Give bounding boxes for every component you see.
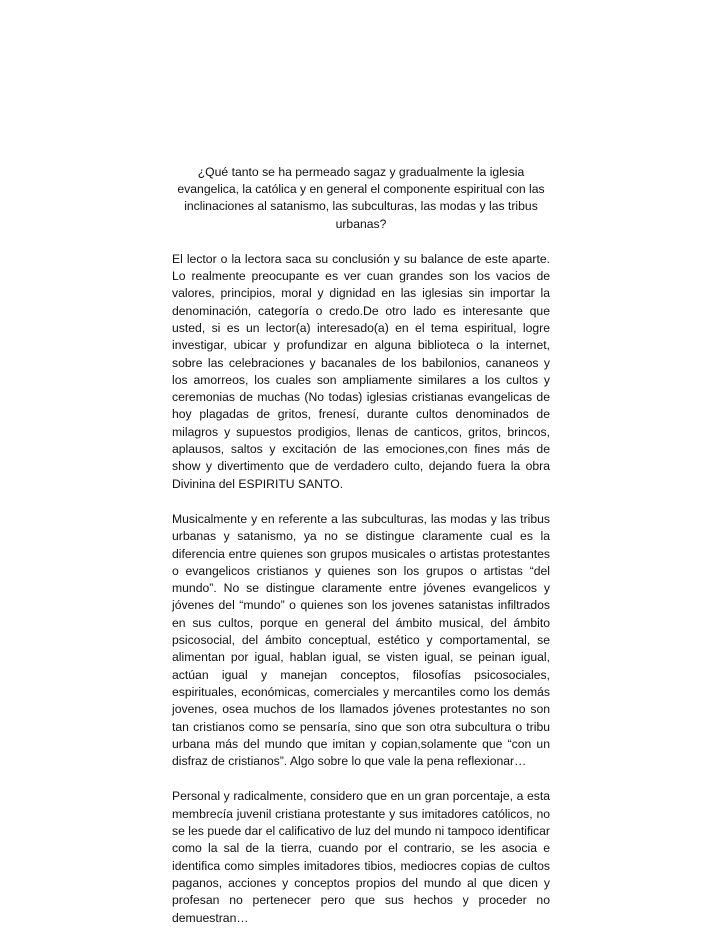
paragraph-2: Musicalmente y en referente a las subculturas, las modas y las tribus urbanas y satanismo, ya no se distingue claramente cual es la diferencia entre quienes son grupos musicales o artistas protestantes o evangelicos cristianos y quienes son los grupos o artistas “del mundo”. No se distingue claramente entre jóvenes evangelicos y jóvenes del “mundo” o quienes son los jovenes satanistas infiltrados en sus cultos, porque en general del ámbito musical, del ámbito psicosocial, del ámbito conceptual, estético y comportamental, se alimentan por igual, hablan igual, se visten igual, se peinan igual, actúan igual y manejan conceptos, filosofías psicosociales, espirituales, económicas, comerciales y mercantiles como los demás jovenes, osea muchos de los llamados jóvenes protestantes no son tan cristianos como se pensaría, sino que son otra subcultura o tribu urbana más del mundo que imitan y copian,solamente que “con un disfraz de cristianos”. Algo sobre lo que vale la pena reflexionar…	[172, 511, 550, 769]
document-page	[172, 164, 550, 927]
document-heading: ¿Qué tanto se ha permeado sagaz y gradualmente la iglesia evangelica, la católica y en general el componente espiritual con las inclinaciones al satanismo, las subculturas, las modas y las tribus urbanas?	[177, 165, 545, 231]
paragraph-1: El lector o la lectora saca su conclusión y su balance de este aparte. Lo realmente preocupante es ver cuan grandes son los vacios de valores, principios, moral y dignidad en las iglesias sin importar la denominación, categoría o credo.De otro lado es interesante que usted, si es un lector(a) interesado(a) en el tema espiritual, logre investigar, ubicar y profundizar en alguna biblioteca o la internet, sobre las celebraciones y bacanales de los babilonios, cananeos y los amorreos, los cuales son ampliamente similares a los cultos y ceremonias de muchas (No todas) iglesias cristianas evangelicas de hoy plagadas de gritos, frenesí, durante cultos denominados de milagros y supuestos prodigios, llenas de canticos, gritos, brincos, aplausos, saltos y excitación de las emociones,con fines más de show y divertimento que de verdadero culto, dejando fuera la obra Divinina del ESPIRITU SANTO.	[172, 251, 550, 491]
paragraph-3: Personal y radicalmente, considero que en un gran porcentaje, a esta membrecía juvenil cristiana protestante y sus imitadores católicos, no se les puede dar el calificativo de luz del mundo ni tampoco identificar como la sal de la tierra, cuando por el contrario, se les asocia e identifica como simples imitadores tibios, mediocres copias de cultos paganos, acciones y conceptos propios del mundo al que dicen y profesan no pertenecer pero que sus hechos y proceder no demuestran…	[172, 789, 550, 925]
